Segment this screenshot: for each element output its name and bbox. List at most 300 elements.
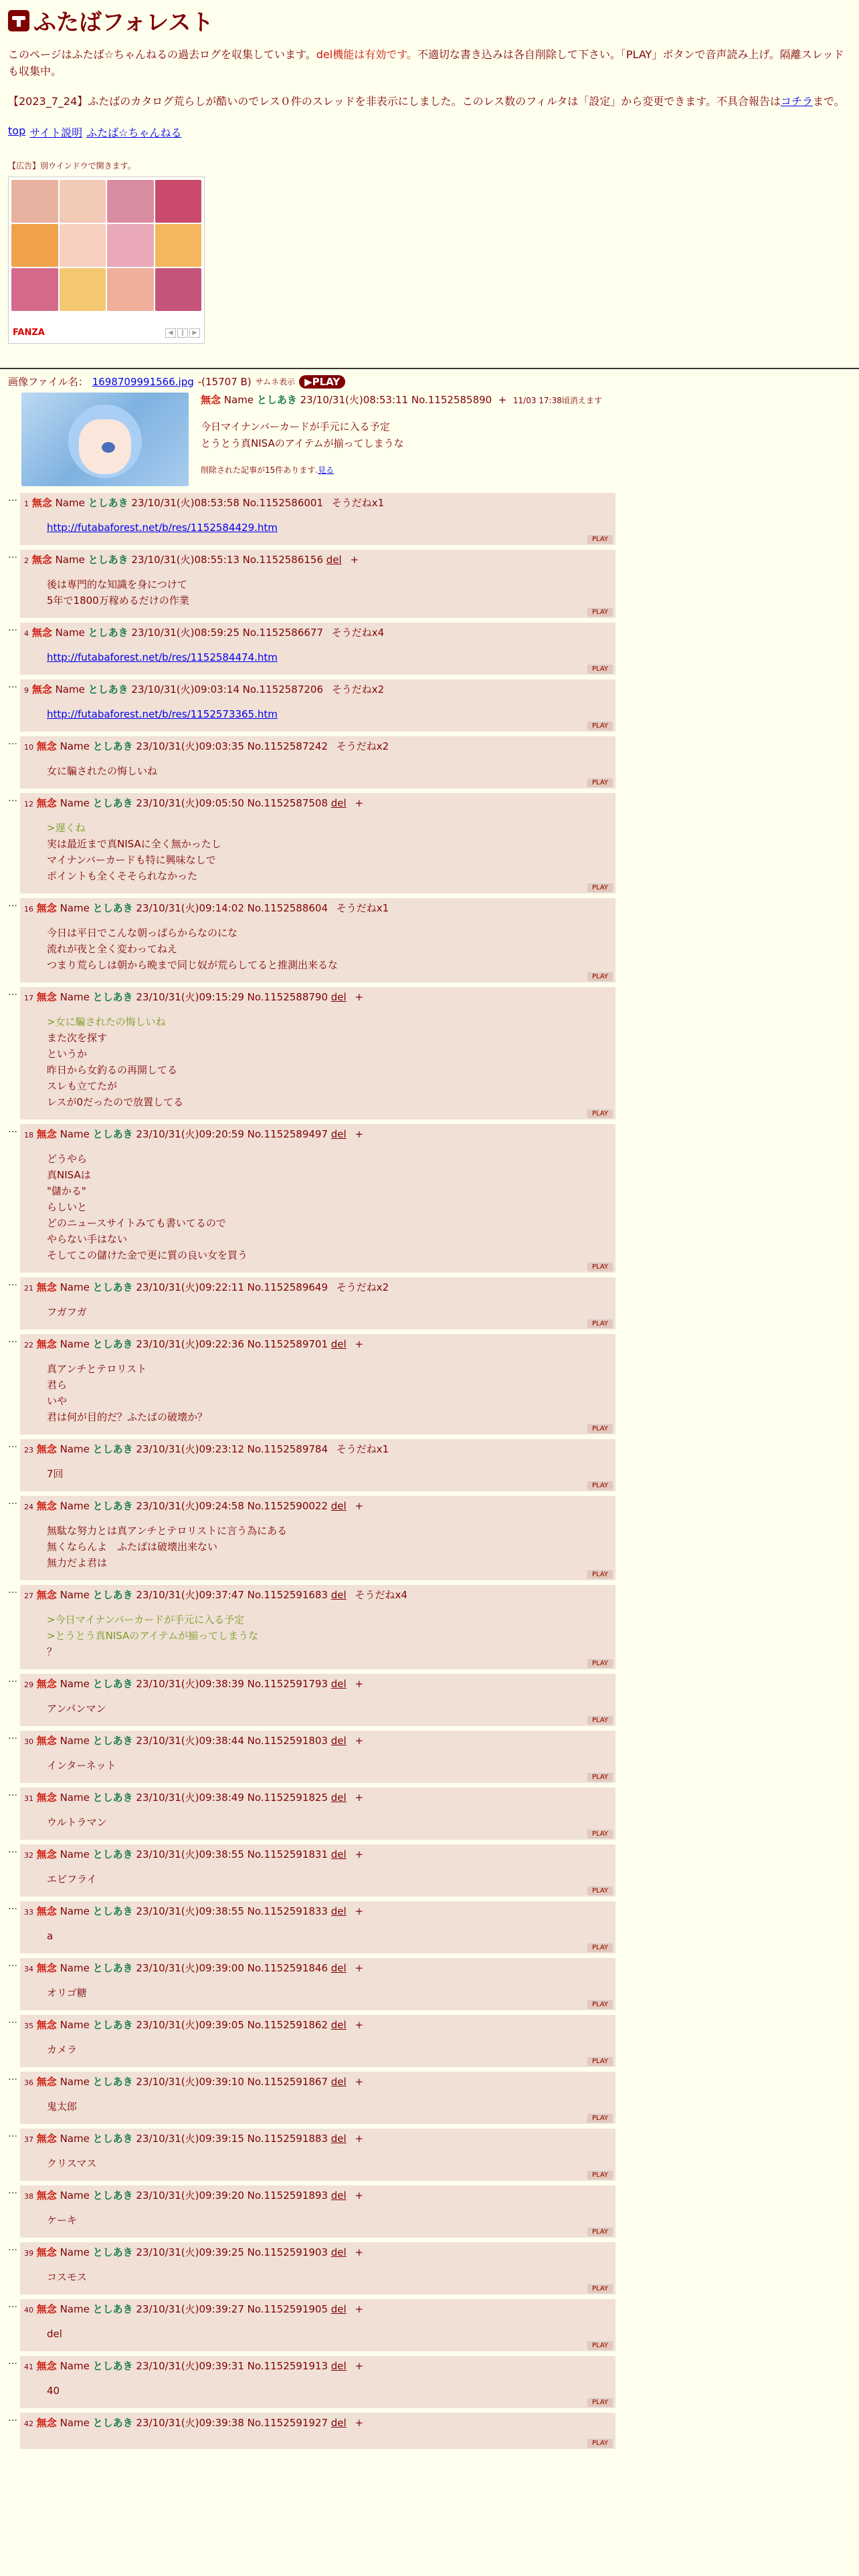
reply-play-button[interactable]: PLAY — [587, 1570, 613, 1579]
reply-play-button[interactable]: PLAY — [587, 2228, 613, 2236]
plus-button[interactable]: + — [355, 1792, 364, 1804]
reply-box — [20, 898, 615, 982]
plus-button[interactable]: + — [355, 1905, 364, 1917]
reply-datetime: 23/10/31(火)09:39:31 — [136, 2360, 244, 2372]
plus-button[interactable]: + — [350, 554, 359, 566]
reply-box — [20, 1496, 615, 1580]
deleted-count-text: 削除された記事が15件あります. — [201, 465, 318, 475]
del-link[interactable]: del — [330, 2076, 347, 2088]
del-link[interactable]: del — [330, 1128, 347, 1140]
report-link[interactable]: コチラ — [780, 95, 813, 108]
reply-number: No.1152590022 — [247, 1500, 328, 1512]
reply-line: どうやら — [47, 1153, 88, 1165]
reply-number: No.1152591833 — [247, 1905, 328, 1917]
del-link[interactable]: del — [330, 2189, 347, 2202]
plus-button[interactable]: + — [355, 1962, 364, 1974]
del-link[interactable]: del — [330, 1848, 347, 1860]
reply-play-button[interactable]: PLAY — [587, 1773, 613, 1782]
reply-line: 無くならんよ ふたばは破壊出来ない — [47, 1541, 218, 1553]
reply-header — [24, 1280, 611, 1296]
del-link[interactable]: del — [326, 554, 342, 566]
reply-number: No.1152588604 — [247, 902, 328, 914]
reply-box — [20, 493, 615, 545]
nav-about-link[interactable]: サイト説明 — [29, 126, 83, 139]
plus-button[interactable]: + — [355, 1848, 364, 1860]
reply-datetime: 23/10/31(火)09:22:36 — [136, 1338, 244, 1350]
reply-play-button[interactable]: PLAY — [587, 883, 613, 892]
reply-box — [20, 2015, 615, 2067]
reply-line: 女に騙されたの悔しいね — [47, 765, 158, 777]
reply-name: 無念 — [31, 554, 52, 566]
reply-row — [0, 1731, 859, 1783]
reply-poster: としあき — [92, 1678, 133, 1690]
op-plus-button[interactable]: + — [498, 394, 507, 406]
reply-line: "儲かる" — [47, 1185, 86, 1197]
reply-box — [20, 1674, 615, 1726]
reply-play-button[interactable]: PLAY — [587, 2439, 613, 2448]
reply-poster: としあき — [92, 2417, 133, 2429]
reply-name-field: Name — [60, 1735, 90, 1747]
sodane-button[interactable]: そうだねx1 — [331, 497, 385, 509]
del-link[interactable]: del — [330, 2360, 347, 2372]
reply-play-button[interactable]: PLAY — [587, 722, 613, 730]
reply-body — [24, 2155, 611, 2171]
reply-marker: … — [8, 2356, 17, 2367]
reply-number: No.1152588790 — [247, 991, 328, 1003]
op-line: とうとう真NISAのアイテムが揃ってしまうな — [201, 437, 404, 449]
reply-line: 実は最近まで真NISAに全く無かったし — [47, 838, 221, 850]
reply-datetime: 23/10/31(火)09:03:14 — [131, 683, 240, 695]
reply-link[interactable]: http://futabaforest.net/b/res/1152573365.htm — [47, 708, 278, 720]
reply-marker: … — [8, 1731, 17, 1741]
ad-prev-icon[interactable]: ◀ — [165, 328, 176, 338]
reply-line: 今日は平日でこんな朝っぱらからなのにな — [47, 927, 238, 939]
op-header — [201, 393, 851, 407]
reply-marker: … — [8, 1124, 17, 1135]
reply-line: スレも立てたが — [47, 1080, 118, 1092]
reply-play-button[interactable]: PLAY — [587, 2284, 613, 2293]
reply-marker: … — [8, 1674, 17, 1685]
notice-text-a: 【2023_7_24】ふたばのカタログ荒らしが酷いのでレス０件のスレッドを非表示にしました。このレス数のフィルタは「設定」から変更できます。不具合報告は — [8, 95, 781, 108]
reply-header — [24, 1337, 611, 1353]
reply-number: No.1152591893 — [247, 2189, 328, 2202]
reply-index: 21 — [24, 1284, 33, 1293]
reply-number: No.1152591883 — [247, 2133, 328, 2145]
reply-play-button[interactable]: PLAY — [587, 1319, 613, 1328]
reply-play-button[interactable]: PLAY — [587, 1424, 613, 1433]
reply-datetime: 23/10/31(火)09:39:05 — [136, 2019, 244, 2031]
reply-marker: … — [8, 1901, 17, 1912]
file-label: 画像ファイル名： — [8, 376, 88, 388]
reply-name: 無念 — [36, 902, 57, 914]
plus-button[interactable]: + — [355, 2246, 364, 2258]
del-link[interactable]: del — [330, 1735, 347, 1747]
reply-poster: としあき — [92, 1128, 133, 1140]
del-link[interactable]: del — [330, 1678, 347, 1690]
reply-datetime: 23/10/31(火)09:20:59 — [136, 1128, 244, 1140]
reply-marker: … — [8, 679, 17, 690]
reply-box — [20, 987, 615, 1119]
reply-header — [24, 2131, 611, 2147]
reply-index: 35 — [24, 2022, 33, 2030]
reply-line: ケーキ — [47, 2214, 78, 2226]
reply-datetime: 23/10/31(火)09:39:27 — [136, 2303, 244, 2315]
reply-poster: としあき — [92, 740, 133, 752]
nav-links — [8, 124, 851, 140]
reply-line: いや — [47, 1395, 68, 1407]
reply-header — [24, 1733, 611, 1749]
reply-play-button[interactable]: PLAY — [587, 1943, 613, 1952]
reply-number: No.1152587206 — [242, 683, 323, 695]
ad-image[interactable] — [11, 180, 201, 311]
file-size: -(15707 B) — [197, 375, 252, 388]
reply-name: 無念 — [36, 1678, 57, 1690]
plus-button[interactable]: + — [355, 2360, 364, 2372]
reply-line: レスが0だったので放置してる — [47, 1096, 184, 1108]
reply-name-field: Name — [60, 1962, 90, 1974]
reply-box — [20, 2129, 615, 2181]
reply-header — [24, 1847, 611, 1863]
reply-number: No.1152589649 — [247, 1281, 328, 1293]
reply-box — [20, 1124, 615, 1273]
reply-body — [24, 763, 611, 779]
nav-top-link[interactable]: top — [8, 124, 26, 137]
reply-poster: としあき — [92, 2076, 133, 2088]
reply-header — [24, 1961, 611, 1977]
sodane-button[interactable]: そうだねx4 — [355, 1589, 407, 1601]
del-link[interactable]: del — [330, 2303, 347, 2315]
reply-row — [0, 2072, 859, 2124]
reply-number: No.1152591867 — [247, 2076, 328, 2088]
sodane-button[interactable]: そうだねx1 — [336, 902, 389, 914]
reply-play-button[interactable]: PLAY — [587, 608, 613, 617]
op-datetime: 23/10/31(火)08:53:11 — [300, 394, 409, 406]
reply-box — [20, 736, 615, 788]
reply-body — [24, 820, 611, 884]
plus-button[interactable]: + — [355, 1500, 364, 1512]
op-thumbnail[interactable] — [21, 393, 189, 486]
reply-play-button[interactable]: PLAY — [587, 1887, 613, 1895]
del-link[interactable]: del — [330, 1500, 347, 1512]
ad-banner[interactable] — [8, 177, 205, 344]
reply-line: ウルトラマン — [47, 1816, 107, 1828]
reply-poster: としあき — [88, 497, 128, 509]
reply-header — [24, 552, 611, 568]
reply-body — [24, 1985, 611, 2001]
reply-index: 18 — [24, 1131, 33, 1140]
sodane-button[interactable]: そうだねx2 — [331, 683, 385, 695]
reply-header — [24, 2074, 611, 2090]
reply-body — [24, 2383, 611, 2399]
del-link[interactable]: del — [330, 1589, 347, 1601]
reply-line: アンパンマン — [47, 1703, 106, 1715]
reply-list — [0, 493, 859, 2449]
reply-line: また次を探す — [47, 1032, 108, 1044]
reply-header — [24, 2416, 611, 2432]
reply-poster: としあき — [88, 683, 128, 695]
reply-line: 真NISAは — [47, 1169, 91, 1181]
reply-header — [24, 2018, 611, 2034]
reply-name-field: Name — [60, 2360, 90, 2372]
reply-name: 無念 — [36, 1792, 57, 1804]
del-link[interactable]: del — [330, 1338, 347, 1350]
reply-play-button[interactable]: PLAY — [587, 1109, 613, 1118]
reply-name-field: Name — [60, 2019, 90, 2031]
plus-button[interactable]: + — [355, 1678, 364, 1690]
op-number: No.1152585890 — [411, 394, 492, 406]
reply-datetime: 23/10/31(火)09:22:11 — [136, 1281, 244, 1293]
separator — [0, 368, 859, 369]
reply-name: 無念 — [36, 1338, 57, 1350]
plus-button[interactable]: + — [355, 2189, 364, 2202]
reply-play-button[interactable]: PLAY — [587, 778, 613, 787]
reply-box — [20, 623, 615, 675]
reply-number: No.1152589784 — [247, 1443, 328, 1455]
reply-header — [24, 625, 611, 641]
reply-name-field: Name — [60, 991, 90, 1003]
reply-body — [24, 1814, 611, 1830]
reply-line: インターネット — [47, 1759, 116, 1772]
reply-row — [0, 1585, 859, 1669]
reply-name-field: Name — [55, 683, 85, 695]
op-text — [201, 419, 851, 452]
reply-index: 30 — [24, 1737, 33, 1746]
reply-line: フガフガ — [47, 1306, 87, 1318]
reply-play-button[interactable]: PLAY — [587, 535, 613, 544]
reply-poster: としあき — [92, 1792, 133, 1804]
reply-index: 1 — [24, 500, 29, 508]
reply-play-button[interactable]: PLAY — [587, 665, 613, 673]
reply-row — [0, 2356, 859, 2408]
reply-row — [0, 550, 859, 618]
reply-header — [24, 1677, 611, 1693]
reply-row — [0, 1124, 859, 1273]
reply-body — [24, 2269, 611, 2285]
plus-button[interactable]: + — [355, 2133, 364, 2145]
reply-name: 無念 — [36, 740, 57, 752]
reply-number: No.1152586001 — [242, 497, 323, 509]
op-file-line — [0, 374, 859, 389]
reply-marker: … — [8, 736, 17, 747]
reply-name-field: Name — [60, 1848, 90, 1860]
reply-line: 7回 — [47, 1468, 64, 1480]
reply-header — [24, 796, 611, 812]
reply-marker: … — [8, 623, 17, 633]
quote-line: >今日マイナンバーカードが手元に入る予定 — [47, 1614, 245, 1626]
reply-row — [0, 898, 859, 982]
reply-box — [20, 2356, 615, 2408]
reply-row — [0, 2015, 859, 2067]
reply-poster: としあき — [92, 1443, 133, 1455]
plus-button[interactable]: + — [355, 2019, 364, 2031]
reply-name-field: Name — [60, 1678, 90, 1690]
plus-button[interactable]: + — [355, 2417, 364, 2429]
reply-header — [24, 2302, 611, 2318]
reply-datetime: 23/10/31(火)08:53:58 — [131, 497, 240, 509]
reply-body — [24, 2099, 611, 2115]
site-logo-icon[interactable] — [8, 10, 29, 31]
reply-header — [24, 2359, 611, 2375]
op-expire: 11/03 17:38頃消えます — [512, 396, 602, 405]
reply-line: ？ — [47, 1646, 58, 1658]
reply-number: No.1152586156 — [242, 554, 323, 566]
reply-play-button[interactable]: PLAY — [587, 1716, 613, 1725]
plus-button[interactable]: + — [355, 1735, 364, 1747]
reply-number: No.1152587242 — [247, 740, 328, 752]
reply-index: 31 — [24, 1794, 33, 1803]
reply-poster: としあき — [92, 1338, 133, 1350]
reply-header — [24, 901, 611, 917]
del-link[interactable]: del — [330, 2417, 347, 2429]
reply-marker: … — [8, 1334, 17, 1345]
reply-name: 無念 — [36, 1500, 57, 1512]
reply-box — [20, 1731, 615, 1783]
reply-name: 無念 — [36, 1589, 57, 1601]
reply-datetime: 23/10/31(火)09:39:15 — [136, 2133, 244, 2145]
reply-play-button[interactable]: PLAY — [587, 1830, 613, 1838]
del-link[interactable]: del — [330, 1905, 347, 1917]
reply-name: 無念 — [36, 991, 57, 1003]
ad-pause-icon[interactable]: ‖ — [177, 328, 188, 338]
reply-datetime: 23/10/31(火)09:38:55 — [136, 1905, 244, 1917]
reply-poster: としあき — [92, 2246, 133, 2258]
reply-datetime: 23/10/31(火)09:24:58 — [136, 1500, 244, 1512]
plus-button[interactable]: + — [355, 2303, 364, 2315]
reply-box — [20, 550, 615, 618]
reply-line: どのニュースサイトみても書いてるので — [47, 1217, 226, 1229]
del-link[interactable]: del — [330, 991, 347, 1003]
reply-index: 42 — [24, 2420, 33, 2428]
del-link[interactable]: del — [330, 1962, 347, 1974]
reply-name: 無念 — [36, 1443, 57, 1455]
reply-box — [20, 1788, 615, 1840]
reply-index: 41 — [24, 2363, 33, 2371]
reply-play-button[interactable]: PLAY — [587, 1659, 613, 1668]
reply-poster: としあき — [92, 1905, 133, 1917]
reply-name-field: Name — [60, 1443, 90, 1455]
show-deleted-link[interactable]: 見る — [318, 465, 335, 475]
reply-number: No.1152589497 — [247, 1128, 328, 1140]
reply-number: No.1152591903 — [247, 2246, 328, 2258]
reply-number: No.1152591846 — [247, 1962, 328, 1974]
reply-datetime: 23/10/31(火)08:55:13 — [131, 554, 240, 566]
reply-link[interactable]: http://futabaforest.net/b/res/1152584474.htm — [47, 651, 278, 663]
reply-number: No.1152591927 — [247, 2417, 328, 2429]
reply-line: 真アンチとテロリスト — [47, 1363, 147, 1375]
reply-row — [0, 793, 859, 893]
reply-number: No.1152591913 — [247, 2360, 328, 2372]
reply-poster: としあき — [92, 2303, 133, 2315]
reply-play-button[interactable]: PLAY — [587, 1263, 613, 1271]
file-link[interactable]: 1698709991566.jpg — [92, 375, 194, 388]
reply-body — [24, 649, 611, 665]
reply-index: 9 — [24, 686, 29, 695]
reply-name-field: Name — [60, 2133, 90, 2145]
reply-name-field: Name — [60, 2189, 90, 2202]
reply-play-button[interactable]: PLAY — [587, 2057, 613, 2066]
reply-body — [24, 1701, 611, 1717]
ad-next-icon[interactable]: ▶ — [189, 328, 200, 338]
reply-index: 16 — [24, 905, 33, 914]
reply-row — [0, 2299, 859, 2351]
reply-header — [24, 1790, 611, 1806]
reply-name-field: Name — [60, 2246, 90, 2258]
sodane-button[interactable]: そうだねx1 — [336, 1443, 389, 1455]
del-link[interactable]: del — [330, 2133, 347, 2145]
reply-play-button[interactable]: PLAY — [587, 972, 613, 981]
reply-marker: … — [8, 1496, 17, 1507]
reply-row — [0, 2242, 859, 2294]
del-link[interactable]: del — [330, 2246, 347, 2258]
op-poster: としあき — [256, 394, 297, 406]
plus-button[interactable]: + — [355, 1128, 364, 1140]
del-link[interactable]: del — [330, 2019, 347, 2031]
reply-name-field: Name — [55, 627, 85, 639]
reply-header — [24, 1127, 611, 1143]
reply-line: そしてこの儲けた金で更に質の良い女を買う — [47, 1249, 248, 1261]
reply-name-field: Name — [60, 2303, 90, 2315]
reply-box — [20, 2242, 615, 2294]
reply-index: 4 — [24, 629, 29, 638]
reply-row — [0, 493, 859, 545]
reply-play-button[interactable]: PLAY — [587, 1481, 613, 1490]
op-play-button[interactable]: ▶PLAY — [299, 375, 345, 389]
reply-marker: … — [8, 793, 17, 804]
sodane-button[interactable]: そうだねx2 — [336, 740, 389, 752]
reply-play-button[interactable]: PLAY — [587, 2000, 613, 2009]
sodane-button[interactable]: そうだねx4 — [331, 627, 385, 639]
del-link[interactable]: del — [330, 797, 347, 809]
reply-marker: … — [8, 2242, 17, 2253]
reply-poster: としあき — [92, 1281, 133, 1293]
reply-row — [0, 2413, 859, 2449]
reply-line: 昨日から女釣るの再開してる — [47, 1064, 178, 1076]
reply-box — [20, 2072, 615, 2124]
del-link[interactable]: del — [330, 1792, 347, 1804]
reply-play-button[interactable]: PLAY — [587, 2341, 613, 2350]
plus-button[interactable]: + — [355, 1338, 364, 1350]
reply-play-button[interactable]: PLAY — [587, 2398, 613, 2407]
reply-poster: としあき — [88, 554, 128, 566]
reply-number: No.1152591683 — [247, 1589, 328, 1601]
nav-futaba-link[interactable]: ふたば☆ちゃんねる — [86, 126, 182, 139]
reply-name-field: Name — [60, 1128, 90, 1140]
reply-link[interactable]: http://futabaforest.net/b/res/1152584429.htm — [47, 522, 278, 534]
reply-row — [0, 1958, 859, 2010]
reply-line: つまり荒らしは朝から晩まで同じ奴が荒らしてると推測出来るな — [47, 959, 339, 971]
reply-datetime: 23/10/31(火)09:39:25 — [136, 2246, 244, 2258]
plus-button[interactable]: + — [355, 797, 364, 809]
reply-datetime: 23/10/31(火)09:38:44 — [136, 1735, 244, 1747]
plus-button[interactable]: + — [355, 991, 364, 1003]
reply-index: 17 — [24, 994, 33, 1002]
plus-button[interactable]: + — [355, 2076, 364, 2088]
reply-marker: … — [8, 1277, 17, 1288]
reply-row — [0, 679, 859, 732]
reply-play-button[interactable]: PLAY — [587, 2114, 613, 2123]
reply-line: 後は専門的な知識を身につけて — [47, 578, 187, 591]
reply-name: 無念 — [31, 683, 52, 695]
reply-line: a — [47, 1930, 54, 1942]
quote-line: >女に騙されたの悔しいね — [47, 1016, 166, 1028]
reply-play-button[interactable]: PLAY — [587, 2171, 613, 2179]
reply-line: エビフライ — [47, 1873, 97, 1885]
reply-number: No.1152589701 — [247, 1338, 328, 1350]
sodane-button[interactable]: そうだねx2 — [336, 1281, 389, 1293]
reply-datetime: 23/10/31(火)09:38:55 — [136, 1848, 244, 1860]
reply-name: 無念 — [36, 1848, 57, 1860]
reply-number: No.1152591862 — [247, 2019, 328, 2031]
